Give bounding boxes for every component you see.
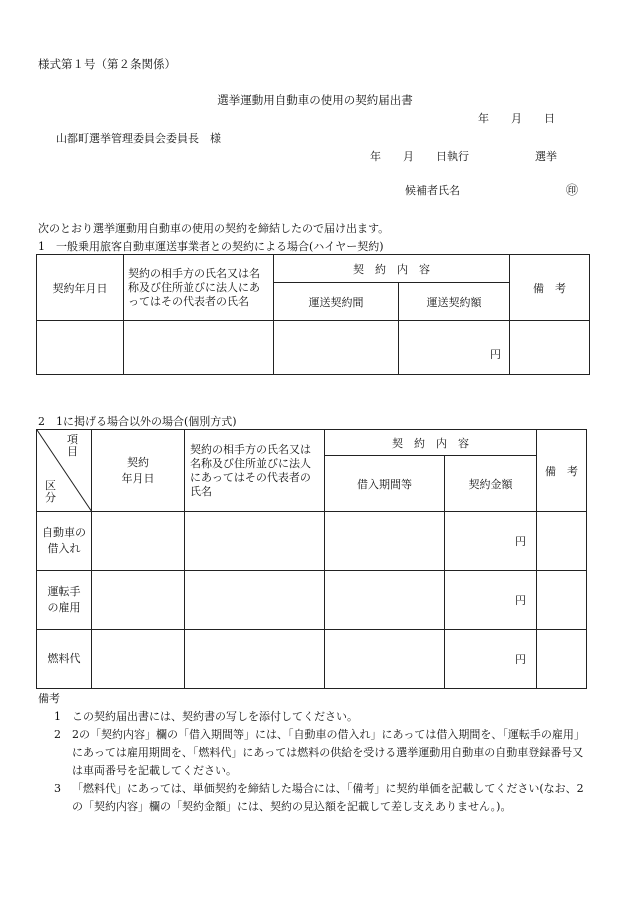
s2-header-party: 契約の相手方の氏名又は名称及び住所並びに法人にあってはその代表者の氏名	[185, 430, 325, 512]
s2-cell-remarks[interactable]	[537, 571, 587, 630]
notes-heading: 備考	[38, 692, 60, 705]
s2-header-amount: 契約金額	[445, 456, 537, 512]
s2-header-remarks: 備 考	[537, 430, 587, 512]
section1-heading: 1 一般乗用旅客自動車運送事業者との契約による場合(ハイヤー契約)	[38, 240, 384, 253]
note-number: 2	[54, 728, 61, 741]
s2-cell-period[interactable]	[325, 630, 445, 689]
document-title: 選挙運動用自動車の使用の契約届出書	[217, 93, 413, 107]
s1-cell-period[interactable]	[274, 321, 399, 375]
note-text: この契約届出書には、契約書の写しを添付してください。	[72, 710, 358, 723]
note-text: 2の「契約内容」欄の「借入期間等」には、「自動車の借入れ」にあっては借入期間を、「運転手の雇用」にあっては雇用期間を、「燃料代」にあっては燃料の供給を受ける選挙運動用自動車の自動車登録番号又は車両番号を記載してください。	[72, 728, 585, 777]
s2-cell-party[interactable]	[185, 512, 325, 571]
s1-cell-date[interactable]	[37, 321, 124, 375]
s2-cell-date[interactable]	[92, 512, 185, 571]
intro-text: 次のとおり選挙運動用自動車の使用の契約を締結したので届け出ます。	[38, 222, 390, 235]
s2-row-driver	[37, 571, 587, 630]
note-item	[38, 708, 593, 726]
s1-header-party: 契約の相手方の氏名又は名称及び住所並びに法人にあってはその代表者の氏名	[124, 255, 274, 321]
s2-cell-amount[interactable]	[445, 571, 537, 630]
s1-header-period: 運送契約間	[274, 283, 399, 321]
s2-header-period: 借入期間等	[325, 456, 445, 512]
section2-table	[36, 429, 587, 689]
section1-table	[36, 254, 590, 375]
s2-cell-amount[interactable]	[445, 630, 537, 689]
form-number: 様式第１号（第２条関係）	[38, 57, 176, 71]
s2-cell-date[interactable]	[92, 630, 185, 689]
s1-entry-row	[37, 321, 590, 375]
election-line: 年 月 日執行 選挙	[370, 150, 557, 163]
seal-mark: ㊞	[566, 183, 579, 197]
s2-cell-party[interactable]	[185, 630, 325, 689]
notes-section	[38, 690, 593, 816]
s2-cell-remarks[interactable]	[537, 630, 587, 689]
s1-header-contract: 契 約 内 容	[274, 255, 510, 283]
s2-row-label: 運転手 の雇用	[37, 571, 92, 630]
s2-cell-amount[interactable]	[445, 512, 537, 571]
diag-bottom-label: 区 分	[45, 479, 56, 504]
yen-unit: 円	[490, 348, 501, 361]
s2-cell-date[interactable]	[92, 571, 185, 630]
s2-diagonal-header	[37, 430, 92, 512]
s1-cell-remarks[interactable]	[510, 321, 590, 375]
diag-top-label: 項 目	[67, 433, 78, 458]
s2-cell-period[interactable]	[325, 571, 445, 630]
yen-unit: 円	[515, 535, 526, 548]
yen-unit: 円	[515, 594, 526, 607]
note-text: 「燃料代」にあっては、単価契約を締結した場合には、「備考」に契約単価を記載してください(なお、2の「契約内容」欄の「契約金額」には、契約の見込額を記載して差し支えありません。)。	[72, 782, 584, 813]
date-line: 年 月 日	[478, 112, 555, 125]
s2-row-label: 燃料代	[37, 630, 92, 689]
s1-cell-amount[interactable]	[399, 321, 510, 375]
s2-header-date: 契約 年月日	[92, 430, 185, 512]
candidate-name-label: 候補者氏名	[405, 184, 460, 197]
section2-heading: 2 1に掲げる場合以外の場合(個別方式)	[38, 415, 237, 428]
s1-cell-party[interactable]	[124, 321, 274, 375]
s1-header-amount: 運送契約額	[399, 283, 510, 321]
s2-header-contract: 契 約 内 容	[325, 430, 537, 456]
note-item	[38, 780, 593, 816]
note-item	[38, 726, 593, 780]
s2-cell-party[interactable]	[185, 571, 325, 630]
s2-cell-period[interactable]	[325, 512, 445, 571]
s2-cell-remarks[interactable]	[537, 512, 587, 571]
s2-row-vehicle	[37, 512, 587, 571]
note-number: 1	[54, 710, 61, 723]
addressee: 山都町選挙管理委員会委員長 様	[56, 132, 221, 145]
s1-header-date: 契約年月日	[37, 255, 124, 321]
s1-header-remarks: 備 考	[510, 255, 590, 321]
yen-unit: 円	[515, 653, 526, 666]
note-number: 3	[54, 782, 61, 795]
s2-row-fuel	[37, 630, 587, 689]
s2-row-label: 自動車の 借入れ	[37, 512, 92, 571]
